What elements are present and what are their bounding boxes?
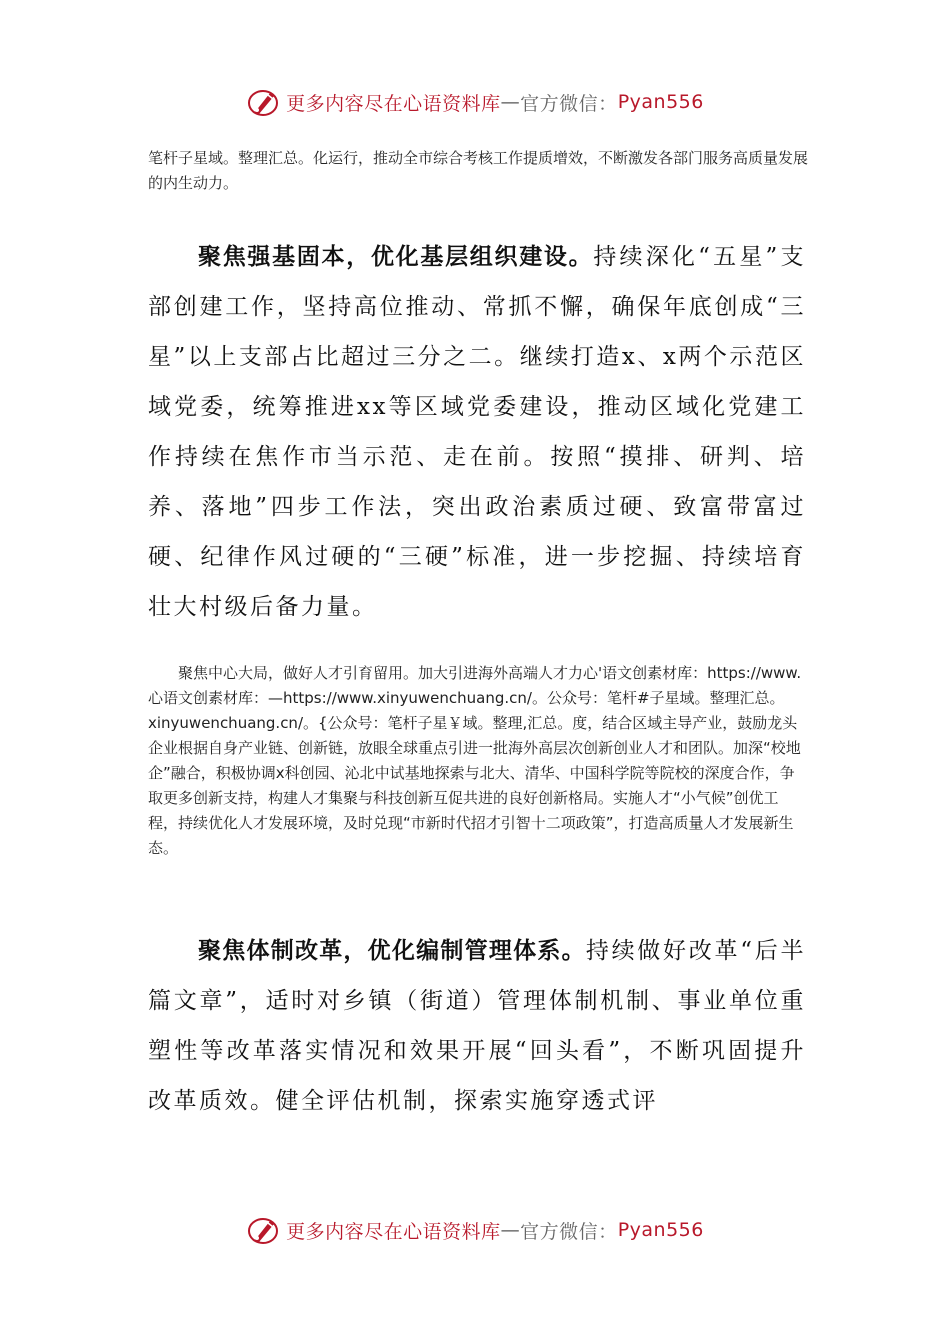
section-organization-paragraph [148, 232, 806, 632]
header-wechat-label: 官方微信： [520, 92, 618, 115]
header-banner [0, 82, 950, 122]
section-reform-lead: 聚焦体制改革，优化编制管理体系。 [198, 938, 586, 964]
intro-paragraph: 笔杆子星域。整理汇总。化运行，推动全市综合考核工作提质增效，不断激发各部门服务高质量发展的内生动力。 [148, 149, 809, 192]
pen-nib-logo-icon [246, 1213, 280, 1247]
footer-wechat-id: Pyan556 [617, 1219, 704, 1241]
footer-wechat-label: 官方微信： [520, 1220, 618, 1243]
footer-separator: — [500, 1219, 521, 1241]
section-reform-paragraph [148, 926, 806, 1126]
footer-brand-text: 更多内容尽在心语资料库 [286, 1220, 501, 1243]
header-wechat-id: Pyan556 [617, 91, 704, 113]
header-brand-text: 更多内容尽在心语资料库 [286, 92, 501, 115]
footer-banner [0, 1210, 950, 1250]
section-talent-paragraph: 聚焦中心大局，做好人才引育留用。加大引进海外高端人才力心'语文创素材库：https://www.心语文创素材库：—https://www.xinyuwenchuang.cn/。公众号：笔杆#子星域。整理汇总。xinyuwenchuang.cn/。{公众号：笔杆子星￥域。整理,汇总。度，结合区域主导产业，鼓励龙头企业根据自身产业链、创新链，放眼全球重点引进一批海外高层次创新创业人才和团队。加深“校地企”融合，积极协调x科创园、沁北中试基地探索与北大、清华、中国科学院等院校的深度合作，争取更多创新支持，构建人才集聚与科技创新互促共进的良好创新格局。实施人才“小气候”创优工程，持续优化人才发展环境，及时兑现“市新时代招才引智十二项政策”，打造高质量人才发展新生态。 [148, 664, 802, 857]
section-organization-lead: 聚焦强基固本，优化基层组织建设。 [198, 244, 594, 270]
pen-nib-logo-icon [246, 85, 280, 119]
section-organization-body: 持续深化“五星”支部创建工作，坚持高位推动、常抓不懈，确保年底创成“三星”以上支部占比超过三分之二。继续打造x、x两个示范区域党委，统筹推进xx等区域党委建设，推动区域化党建工作持续在焦作市当示范、走在前。按照“摸排、研判、培养、落地”四步工作法，突出政治素质过硬、致富带富过硬、纪律作风过硬的“三硬”标准，进一步挖掘、持续培育壮大村级后备力量。 [148, 244, 806, 620]
header-separator: — [500, 91, 521, 113]
section-reform-body: 持续做好改革“后半篇文章”，适时对乡镇（街道）管理体制机制、事业单位重塑性等改革落实情况和效果开展“回头看”，不断巩固提升改革质效。健全评估机制，探索实施穿透式评 [148, 938, 806, 1114]
